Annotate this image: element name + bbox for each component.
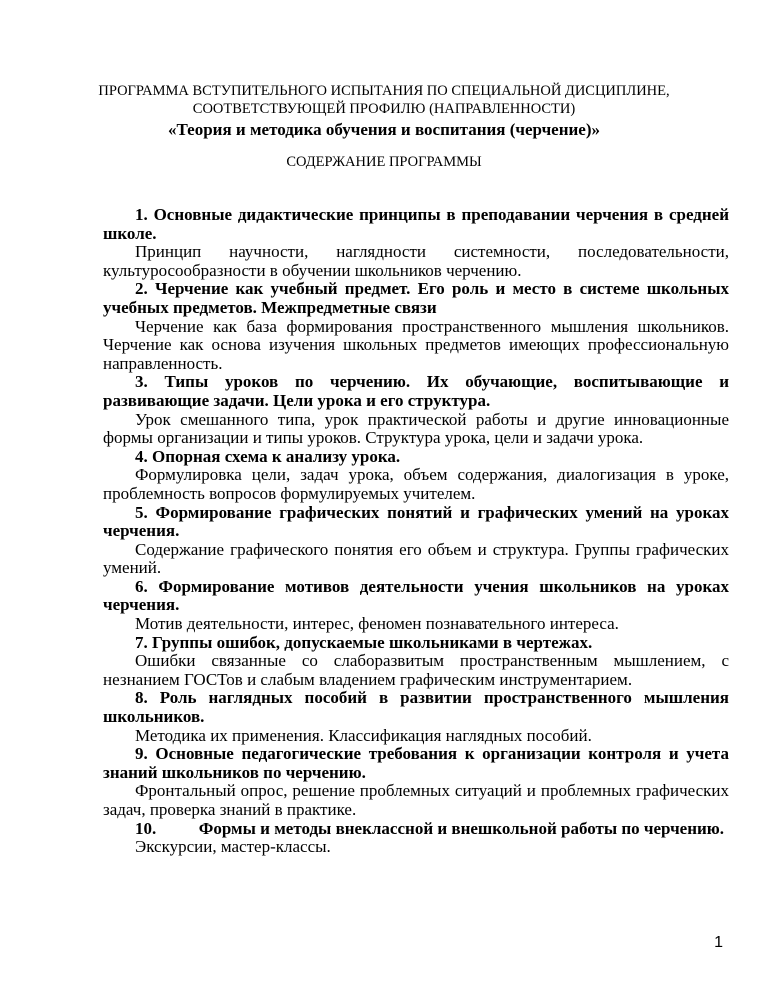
section-9	[103, 745, 729, 819]
header-line-1: ПРОГРАММА ВСТУПИТЕЛЬНОГО ИСПЫТАНИЯ ПО СПЕЦИАЛЬНОЙ ДИСЦИПЛИНЕ,	[98, 83, 670, 99]
section-body: Содержание графического понятия его объем и структура. Группы графических умений.	[103, 539, 729, 578]
header-line-2: СООТВЕТСТВУЮЩЕЙ ПРОФИЛЮ (НАПРАВЛЕННОСТИ)	[192, 101, 576, 117]
section-heading: 4. Опорная схема к анализу урока.	[135, 446, 401, 466]
section-heading: 5. Формирование графических понятий и графических умений на уроках черчения.	[103, 502, 729, 541]
section-heading: 9. Основные педагогические требования к организации контроля и учета знаний школьников по черчению.	[103, 744, 729, 782]
section-1	[103, 206, 729, 280]
program-title: «Теория и методика обучения и воспитания (черчение)»	[167, 120, 601, 139]
section-body: Ошибки связанные со слаборазвитым пространственным мышлением, с незнанием ГОСТов и слабым владением графическим инструментарием.	[103, 651, 729, 689]
section-3	[103, 373, 729, 447]
section-heading: 8. Роль наглядных пособий в развитии пространственного мышления школьников.	[103, 688, 729, 727]
section-7	[103, 634, 729, 690]
section-heading: 1. Основные дидактические принципы в преподавании черчения в средней школе.	[103, 205, 729, 243]
section-heading: 3. Типы уроков по черчению. Их обучающие, воспитывающие и развивающие задачи. Цели урока и его структура.	[103, 372, 729, 410]
section-2	[103, 280, 729, 373]
section-body: Принцип научности, наглядности системности, последовательности, культуросообразности в обучении школьников черчению.	[103, 242, 729, 280]
section-body: Мотив деятельности, интерес, феномен познавательного интереса.	[135, 614, 619, 634]
section-10	[103, 820, 729, 857]
section-4	[103, 448, 729, 504]
section-heading: 10. Формы и методы внеклассной и внешкольной работы по черчению.	[135, 818, 725, 838]
page-number: 1	[714, 934, 723, 951]
section-body: Фронтальный опрос, решение проблемных ситуаций и проблемных графических задач, проверка знаний в практике.	[103, 781, 729, 819]
section-body: Урок смешанного типа, урок практической работы и другие инновационные формы организации и типы уроков. Структура урока, цели и задачи урока.	[103, 409, 729, 448]
section-body: Формулировка цели, задач урока, объем содержания, диалогизация в уроке, проблемность вопросов формулируемых учителем.	[103, 465, 729, 503]
section-6	[103, 578, 729, 634]
section-body: Черчение как база формирования пространственного мышления школьников. Черчение как основа изучения школьных предметов имеющих профессиональную направленность.	[103, 316, 729, 373]
section-heading: 2. Черчение как учебный предмет. Его роль и место в системе школьных учебных предметов. Межпредметные связи	[103, 279, 729, 317]
section-heading: 6. Формирование мотивов деятельности учения школьников на уроках черчения.	[103, 576, 729, 615]
content-subtitle: СОДЕРЖАНИЕ ПРОГРАММЫ	[286, 154, 482, 170]
section-5	[103, 504, 729, 578]
section-8	[103, 689, 729, 745]
section-body: Методика их применения. Классификация наглядных пособий.	[135, 725, 592, 745]
section-body: Экскурсии, мастер-классы.	[135, 837, 331, 857]
section-heading: 7. Группы ошибок, допускаемые школьниками в чертежах.	[135, 632, 593, 652]
program-content	[103, 206, 729, 857]
